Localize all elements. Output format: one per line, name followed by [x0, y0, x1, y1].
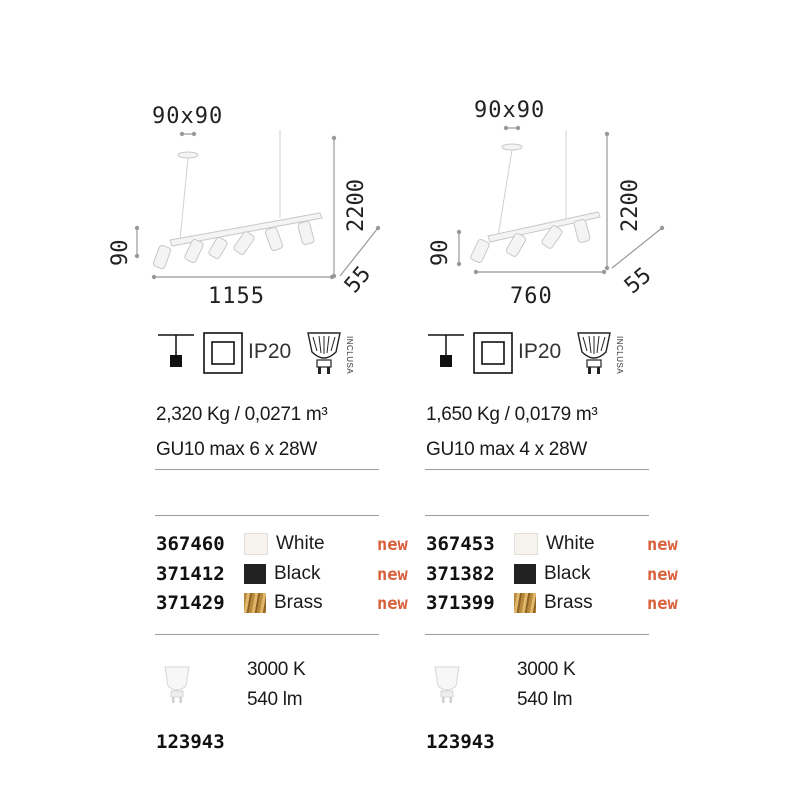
color-name: Black — [544, 563, 591, 584]
color-name: Brass — [274, 592, 323, 613]
depth-dimension-marker — [612, 226, 664, 268]
gu10-bulb-icon — [306, 330, 342, 376]
color-name: Black — [274, 563, 321, 584]
lamp-spec: GU10 max 4 x 28W — [426, 439, 587, 460]
variant-row — [426, 561, 590, 587]
color-swatch-brass — [244, 593, 266, 613]
color-temperature: 3000 K — [247, 659, 306, 680]
new-badge: new — [647, 594, 678, 614]
new-badge: new — [647, 535, 678, 555]
ceiling-mount-icon — [426, 333, 468, 373]
base-dimension-marker — [504, 126, 520, 130]
color-swatch-black — [244, 564, 266, 584]
depth-dimension-label: 55 — [620, 262, 657, 300]
color-name: White — [546, 533, 595, 554]
ip-rating: IP20 — [248, 340, 292, 363]
new-badge: new — [377, 535, 408, 555]
length-dimension-label: 1155 — [208, 284, 265, 309]
weight-volume: 1,650 Kg / 0,0179 m³ — [426, 404, 598, 425]
new-badge: new — [377, 594, 408, 614]
bulb-included-note: INCLUSA — [345, 336, 354, 375]
divider — [155, 469, 379, 470]
product-code: 371382 — [426, 563, 495, 585]
gu10-bulb-icon — [576, 330, 612, 376]
divider — [425, 515, 649, 516]
weight-volume: 2,320 Kg / 0,0271 m³ — [156, 404, 328, 425]
color-swatch-black — [514, 564, 536, 584]
luminous-flux: 540 lm — [517, 689, 573, 710]
color-swatch-white — [244, 533, 268, 555]
product-code: 371429 — [156, 592, 225, 614]
divider — [425, 469, 649, 470]
color-temperature: 3000 K — [517, 659, 576, 680]
led-bulb-icon — [432, 664, 462, 704]
new-badge: new — [647, 565, 678, 585]
pendant-lamp-sketch — [153, 130, 322, 269]
height-dimension-label: 90 — [428, 239, 453, 266]
variant-row — [156, 561, 320, 587]
color-swatch-brass — [514, 593, 536, 613]
product-code: 371412 — [156, 563, 225, 585]
luminous-flux: 540 lm — [247, 689, 303, 710]
pendant-lamp-sketch — [470, 130, 600, 264]
length-dimension-marker — [152, 275, 334, 279]
length-dimension-label: 760 — [510, 284, 553, 309]
drop-dimension-marker — [332, 136, 336, 278]
product-column-2 — [370, 0, 678, 800]
base-dimension-marker — [180, 132, 196, 136]
variant-row — [426, 531, 595, 557]
drop-dimension-label: 2200 — [344, 179, 369, 232]
variant-row — [426, 590, 593, 616]
product-code: 371399 — [426, 592, 495, 614]
height-dimension-label: 90 — [108, 239, 133, 266]
lamp-spec: GU10 max 6 x 28W — [156, 439, 317, 460]
depth-dimension-label: 55 — [340, 261, 377, 299]
variant-row — [156, 531, 325, 557]
class-ii-insulation-icon — [202, 331, 244, 375]
new-badge: new — [377, 565, 408, 585]
led-bulb-icon — [162, 664, 192, 704]
color-name: White — [276, 533, 325, 554]
base-dimension-label: 90x90 — [474, 98, 546, 123]
color-name: Brass — [544, 592, 593, 613]
divider — [425, 634, 649, 635]
divider — [155, 634, 379, 635]
ip-rating: IP20 — [518, 340, 562, 363]
product-code: 367453 — [426, 533, 495, 555]
ceiling-mount-icon — [156, 333, 198, 373]
bulb-code: 123943 — [426, 731, 495, 753]
bulb-code: 123943 — [156, 731, 225, 753]
color-swatch-white — [514, 533, 538, 555]
class-ii-insulation-icon — [472, 331, 514, 375]
product-code: 367460 — [156, 533, 225, 555]
drop-dimension-label: 2200 — [618, 179, 643, 232]
drop-dimension-marker — [605, 132, 609, 270]
divider — [155, 515, 379, 516]
bulb-included-note: INCLUSA — [615, 336, 624, 375]
length-dimension-marker — [474, 270, 606, 274]
product-column-1 — [100, 0, 408, 800]
base-dimension-label: 90x90 — [152, 104, 224, 129]
variant-row — [156, 590, 323, 616]
height-dimension-marker — [135, 226, 139, 258]
height-dimension-marker — [457, 230, 461, 266]
